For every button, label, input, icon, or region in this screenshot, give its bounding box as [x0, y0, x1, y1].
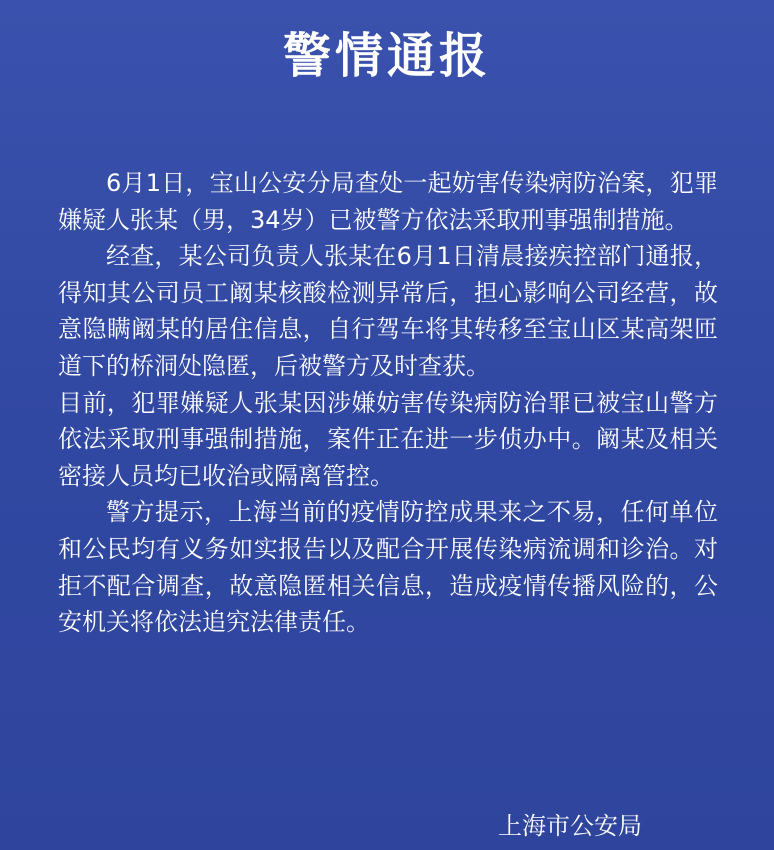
- paragraph-investigation: 经查，某公司负责人张某在6月1日清晨接疾控部门通报，得知其公司员工阚某核酸检测异常后，担心影响公司经营，故意隐瞒阚某的居住信息，自行驾车将其转移至宝山区某高架匝道下的桥洞处隐匿，后被警方及时查获。: [58, 242, 718, 380]
- paragraph-police-reminder: 警方提示，上海当前的疫情防控成果来之不易，任何单位和公民均有义务如实报告以及配合开展传染病流调和诊治。对拒不配合调查，故意隐匿相关信息，造成疫情传播风险的，公安机关将依法追究法律责任。: [58, 498, 718, 637]
- notice-body: [58, 165, 718, 641]
- paragraph-case-summary: 6月1日，宝山公安分局查处一起妨害传染病防治案，犯罪嫌疑人张某（男，34岁）已被警方依法采取刑事强制措施。: [58, 169, 718, 234]
- issuer-signature: 上海市公安局: [498, 812, 642, 840]
- paragraph-current-status: 目前，犯罪嫌疑人张某因涉嫌妨害传染病防治罪已被宝山警方依法采取刑事强制措施，案件正在进一步侦办中。阚某及相关密接人员均已收治或隔离管控。: [58, 388, 718, 490]
- notice-title: 警情通报: [282, 28, 491, 84]
